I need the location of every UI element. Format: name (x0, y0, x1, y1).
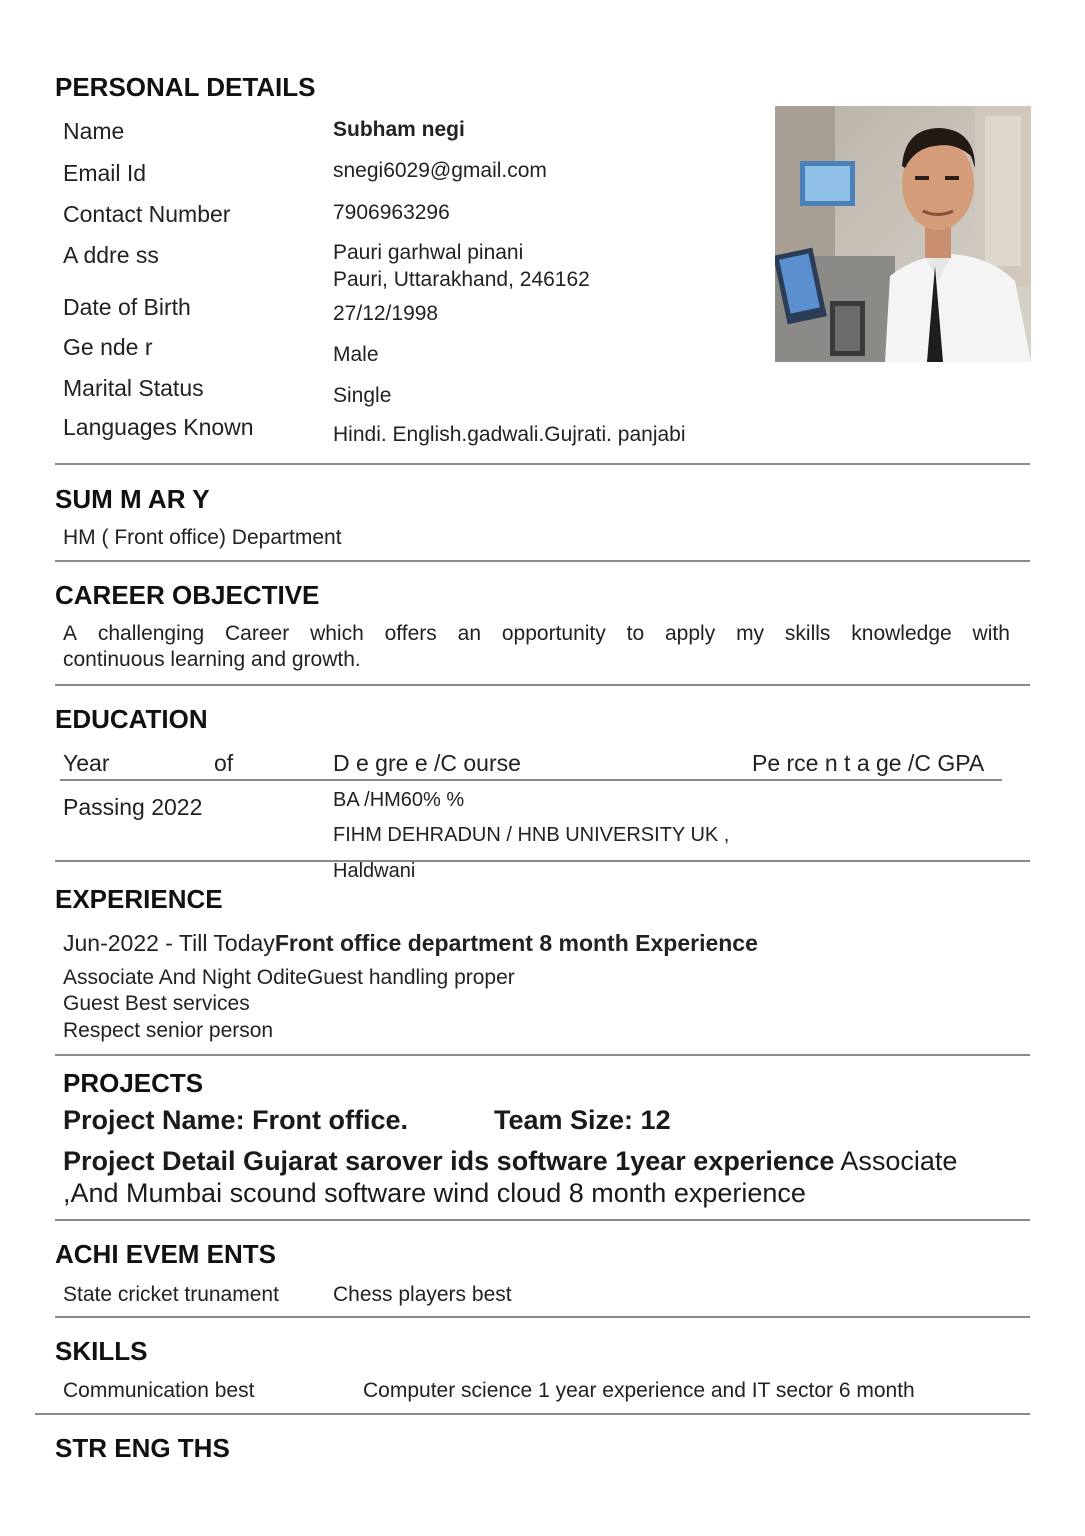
section-heading-experience: EXPERIENCE (55, 884, 223, 914)
experience-role: Front office department 8 month Experience (274, 930, 758, 956)
divider (55, 860, 1030, 862)
divider (60, 779, 1002, 781)
divider (55, 1054, 1030, 1056)
project-detail-line-2: ,And Mumbai scound software wind cloud 8 month experience (63, 1178, 806, 1208)
objective-word: with (972, 622, 1010, 645)
value-contact: 7906963296 (333, 201, 450, 224)
section-heading-achievements: ACHI EVEM ENTS (55, 1239, 277, 1269)
divider (55, 684, 1030, 686)
project-name: Project Name: Front office. (63, 1105, 409, 1135)
edu-col-year: Year (63, 750, 110, 776)
value-name: Subham negi (333, 118, 465, 141)
label-gender: Ge nde r (63, 334, 153, 360)
objective-word: my (736, 622, 765, 645)
edu-year-value: Passing 2022 (63, 794, 203, 820)
edu-institute-value: FIHM DEHRADUN / HNB UNIVERSITY UK , (333, 824, 730, 846)
objective-word: challenging (97, 622, 205, 645)
edu-col-degree: D e gre e /C ourse (333, 750, 521, 776)
project-team-size: Team Size: 12 (494, 1105, 671, 1135)
value-marital: Single (333, 384, 392, 407)
label-dob: Date of Birth (63, 294, 191, 320)
objective-word: to (626, 622, 645, 645)
experience-summary (63, 930, 758, 957)
edu-col-year-of: of (214, 750, 234, 776)
label-contact: Contact Number (63, 201, 231, 227)
objective-line-2: continuous learning and growth. (63, 648, 361, 671)
profile-photo-illustration (775, 106, 1031, 362)
objective-word: A (63, 622, 78, 645)
divider (55, 1316, 1030, 1318)
achievement-item: Chess players best (333, 1283, 512, 1306)
project-detail-line-1 (63, 1146, 957, 1177)
experience-line: Associate And Night OditeGuest handling proper (63, 966, 515, 989)
value-dob: 27/12/1998 (333, 302, 439, 325)
value-address-line1: Pauri garhwal pinani (333, 241, 524, 264)
objective-word: an (457, 622, 481, 645)
skill-item: Computer science 1 year experience and IT sector 6 month (363, 1379, 915, 1402)
divider (55, 560, 1030, 562)
divider (55, 463, 1030, 465)
value-gender: Male (333, 343, 379, 366)
experience-line: Guest Best services (63, 992, 250, 1015)
section-heading-strengths: STR ENG THS (55, 1433, 230, 1463)
value-languages: Hindi. English.gadwali.Gujrati. panjabi (333, 423, 686, 446)
summary-text: HM ( Front office) Department (63, 526, 342, 549)
label-name: Name (63, 118, 125, 144)
edu-degree-value: BA /HM60% % (333, 789, 465, 811)
divider (35, 1413, 1030, 1415)
label-marital: Marital Status (63, 375, 204, 401)
achievement-item: State cricket trunament (63, 1283, 279, 1306)
section-heading-skills: SKILLS (55, 1336, 148, 1366)
section-heading-objective: CAREER OBJECTIVE (55, 580, 320, 610)
label-address: A ddre ss (63, 242, 159, 268)
edu-col-percentage: Pe rce n t a ge /C GPA (752, 750, 985, 776)
objective-word: skills (784, 622, 831, 645)
objective-word: Career (225, 622, 290, 645)
label-languages: Languages Known (63, 414, 254, 440)
experience-line: Respect senior person (63, 1019, 274, 1042)
value-email: snegi6029@gmail.com (333, 159, 547, 182)
objective-word: apply (665, 622, 716, 645)
label-email: Email Id (63, 160, 147, 186)
section-heading-education: EDUCATION (55, 704, 208, 734)
profile-photo (775, 106, 1031, 362)
objective-word: opportunity (501, 622, 606, 645)
section-heading-personal: PERSONAL DETAILS (55, 72, 316, 102)
objective-line-1 (63, 622, 1010, 646)
skill-item: Communication best (63, 1379, 255, 1402)
section-heading-summary: SUM M AR Y (55, 484, 210, 514)
divider (55, 1219, 1030, 1221)
value-address-line2: Pauri, Uttarakhand, 246162 (333, 268, 590, 291)
project-detail-title: Project Detail Gujarat sarover ids software 1year experience (63, 1146, 835, 1176)
objective-word: knowledge (851, 622, 952, 645)
edu-city-value: Haldwani (333, 860, 416, 882)
project-detail-rest: Associate (834, 1146, 958, 1176)
objective-word: which (310, 622, 364, 645)
experience-period: Jun-2022 - Till Today (63, 930, 275, 956)
objective-word: offers (384, 622, 437, 645)
section-heading-projects: PROJECTS (63, 1068, 204, 1098)
